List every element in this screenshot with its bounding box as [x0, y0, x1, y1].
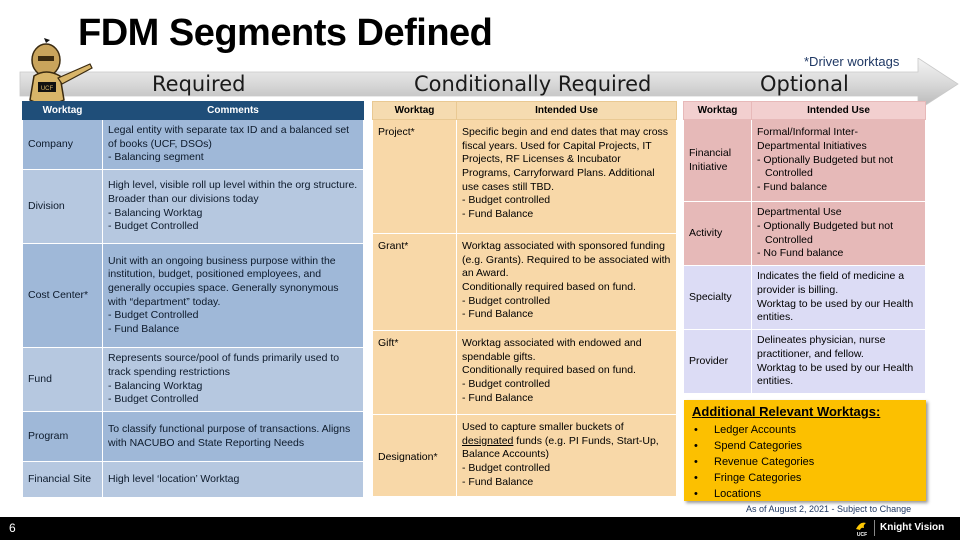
logo-text: UCF	[856, 532, 868, 537]
use-line: Indicates the field of medicine a provider is billing.	[757, 270, 905, 296]
comment-line: Legal entity with separate tax ID and a balanced set of books (UCF, DSOs)	[108, 124, 350, 150]
use-line: - No Fund balance	[757, 247, 844, 260]
as-of-note: As of August 2, 2021 - Subject to Change	[746, 504, 912, 514]
worktag-cell: Fund	[23, 348, 103, 412]
table-row	[373, 234, 677, 331]
use-line: - Fund Balance	[462, 391, 534, 404]
list-item: • Spend Categories	[692, 438, 918, 454]
list-item: • Ledger Accounts	[692, 422, 918, 438]
knightro-mascot-icon	[16, 38, 96, 108]
use-line: Conditionally required based on fund.	[462, 364, 636, 377]
table-row	[684, 330, 926, 394]
comment-line: High level, visible roll up level within the org structure. Broader than our divisions today	[108, 179, 358, 205]
use-line: Formal/Informal Inter-Departmental Initiatives	[757, 126, 867, 153]
svg-text:UCF: UCF	[40, 86, 54, 92]
section-required-label: Required	[152, 72, 246, 96]
worktag-cell: Specialty	[684, 266, 752, 330]
use-line: - Fund Balance	[462, 207, 534, 220]
use-cell	[457, 331, 677, 415]
use-cell	[457, 234, 677, 331]
table-row	[684, 266, 926, 330]
table-header-row	[373, 102, 677, 120]
worktag-cell: Financial Site	[23, 462, 103, 498]
column-header-intended-use: Intended Use	[457, 102, 677, 120]
worktag-cell: Program	[23, 412, 103, 462]
table-row	[684, 202, 926, 266]
table-row	[23, 412, 364, 462]
comment-line: - Balancing Worktag	[108, 379, 203, 392]
use-cell	[752, 202, 926, 266]
additional-worktags-list	[692, 422, 918, 502]
worktag-cell: Provider	[684, 330, 752, 394]
comment-line: - Budget Controlled	[108, 220, 199, 233]
use-line: Worktag associated with endowed and spendable gifts.	[462, 337, 642, 363]
worktag-cell: Gift*	[373, 331, 457, 415]
use-cell	[457, 415, 677, 497]
table-header-row	[684, 102, 926, 120]
designated-underline-text: designated	[462, 434, 514, 447]
use-line: Worktag to be used by our Health entities.	[757, 361, 914, 388]
optional-worktags-table	[683, 101, 926, 394]
table-row	[23, 462, 364, 498]
column-header-comments: Comments	[103, 102, 364, 120]
column-header-worktag: Worktag	[23, 102, 103, 120]
table-row	[23, 244, 364, 348]
comment-line: Unit with an ongoing business purpose within the institution, budget, positioned employees, and generally occupies space. Generally synonymous with “department” today.	[108, 254, 339, 308]
comment-cell	[103, 120, 364, 170]
ucf-pegasus-logo-icon	[852, 519, 872, 537]
brand-label: Knight Vision	[880, 522, 945, 533]
table-row	[373, 331, 677, 415]
worktag-cell: Grant*	[373, 234, 457, 331]
worktag-cell: Division	[23, 170, 103, 244]
use-cell	[752, 266, 926, 330]
comment-line: - Budget Controlled	[108, 309, 199, 322]
table-row	[373, 120, 677, 234]
section-conditional-label: Conditionally Required	[414, 72, 652, 96]
worktag-cell: Company	[23, 120, 103, 170]
use-cell	[752, 120, 926, 202]
table-header-row	[23, 102, 364, 120]
comment-cell	[103, 170, 364, 244]
use-line: funds (e.g. PI Funds, Start-Up, Balance Accounts)	[462, 434, 659, 461]
use-line: - Fund Balance	[462, 308, 534, 321]
comment-cell	[103, 244, 364, 348]
footer-bar	[0, 517, 960, 540]
column-header-intended-use: Intended Use	[752, 102, 926, 120]
comment-cell	[103, 348, 364, 412]
list-item: • Locations	[692, 486, 918, 502]
use-cell	[752, 330, 926, 394]
table-row	[23, 170, 364, 244]
use-line: - Optionally Budgeted but not	[757, 219, 894, 232]
use-line: Worktag associated with sponsored funding (e.g. Grants). Required to be associated with an Award.	[462, 240, 671, 280]
required-worktags-table	[22, 101, 364, 498]
comment-line: Represents source/pool of funds primarily used to track spending restrictions	[108, 352, 340, 378]
worktag-cell: Project*	[373, 120, 457, 234]
worktag-cell: Activity	[684, 202, 752, 266]
section-optional-label: Optional	[760, 72, 849, 96]
column-header-worktag: Worktag	[373, 102, 457, 120]
use-line: Controlled	[765, 233, 813, 246]
use-line: - Budget controlled	[462, 461, 551, 474]
page-number: 6	[9, 521, 16, 535]
comment-line: - Budget Controlled	[108, 393, 199, 406]
worktag-cell: Designation*	[373, 415, 457, 497]
use-line: Controlled	[765, 167, 813, 180]
use-line: - Optionally Budgeted but not	[757, 153, 894, 166]
use-line: Conditionally required based on fund.	[462, 280, 636, 293]
use-line: Specific begin and end dates that may cross fiscal years. Used for Capital Projects, IT Projects, RF Licenses & Incubator Programs, Carryforward Plans. Additional use cases still TBD.	[462, 126, 669, 193]
use-line: - Budget controlled	[462, 377, 551, 390]
use-line: - Fund Balance	[462, 475, 534, 488]
table-row	[684, 120, 926, 202]
comment-line: - Fund Balance	[108, 322, 180, 335]
column-header-worktag: Worktag	[684, 102, 752, 120]
comment-cell: High level ‘location’ Worktag	[103, 462, 364, 498]
slide-title: FDM Segments Defined	[78, 12, 493, 54]
additional-worktags-box	[684, 400, 926, 501]
table-row	[373, 415, 677, 497]
worktag-cell: Cost Center*	[23, 244, 103, 348]
driver-worktags-note: *Driver worktags	[804, 54, 900, 69]
worktag-cell: Financial Initiative	[684, 120, 752, 202]
list-item: • Fringe Categories	[692, 470, 918, 486]
use-line: - Budget controlled	[462, 294, 551, 307]
table-row	[23, 348, 364, 412]
list-item: • Revenue Categories	[692, 454, 918, 470]
use-line: - Budget controlled	[462, 194, 551, 207]
use-line: Departmental Use	[757, 206, 842, 219]
table-row	[23, 120, 364, 170]
use-line: - Fund balance	[757, 180, 828, 193]
use-line: Worktag to be used by our Health entities.	[757, 297, 914, 324]
use-line: Delineates physician, nurse practitioner, and fellow.	[757, 334, 886, 360]
use-cell	[457, 120, 677, 234]
comment-cell: To classify functional purpose of transactions. Aligns with NACUBO and State Reporting Needs	[103, 412, 364, 462]
additional-worktags-title: Additional Relevant Worktags:	[692, 404, 881, 419]
comment-line: - Balancing segment	[108, 151, 204, 164]
comment-line: - Balancing Worktag	[108, 206, 203, 219]
conditional-worktags-table	[372, 101, 677, 497]
use-line: Used to capture smaller buckets of	[462, 421, 624, 433]
footer-divider	[874, 520, 875, 536]
